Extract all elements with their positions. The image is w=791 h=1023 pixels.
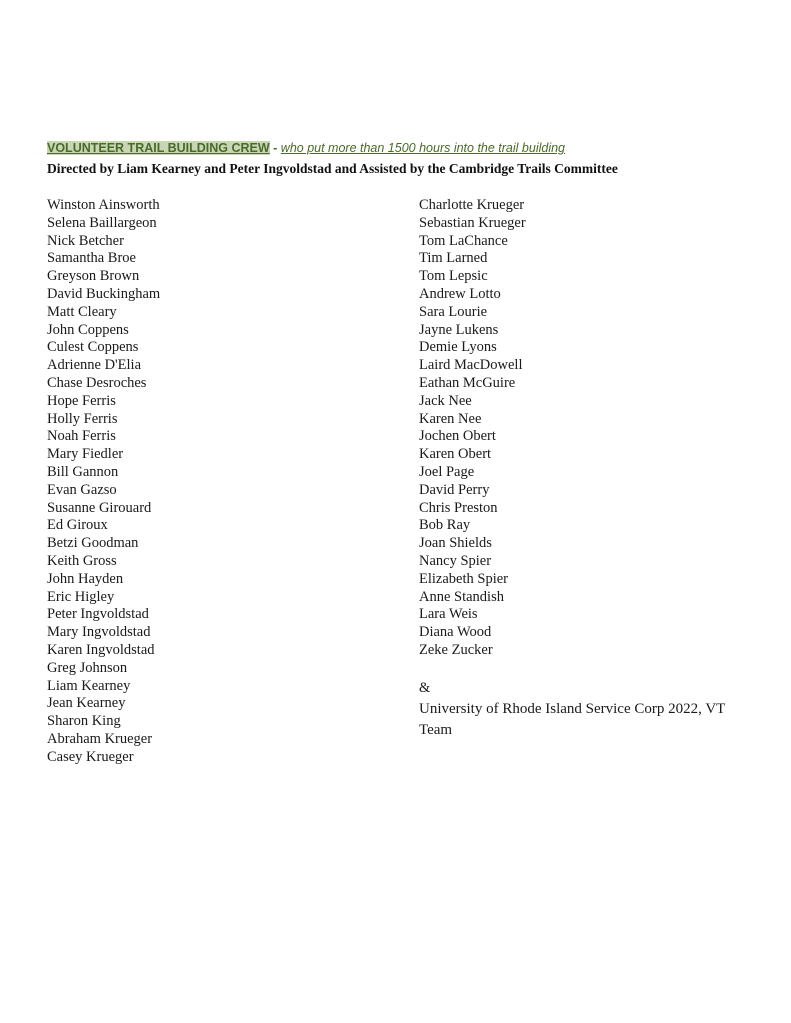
volunteer-name: David Perry [419,481,490,498]
volunteer-name: David Buckingham [47,285,161,302]
volunteer-name: Charlotte Krueger [419,197,525,213]
volunteer-name: Diana Wood [419,624,492,641]
volunteer-name: Culest Coppens [47,339,139,356]
volunteer-name: Greg Johnson [47,659,128,676]
volunteer-name: Elizabeth Spier [419,570,508,587]
volunteer-name: Lara Weis [419,606,478,623]
volunteer-name: Demie Lyons [419,339,497,356]
crew-subtitle: who put more than 1500 hours into the trail building [280,141,566,155]
volunteer-name: Sebastian Krueger [419,214,526,231]
volunteer-name: John Hayden [47,570,124,587]
volunteer-name: Susanne Girouard [47,499,152,516]
volunteer-name: Jochen Obert [419,428,496,445]
volunteer-name: Eathan McGuire [419,374,516,391]
volunteer-name: Bill Gannon [47,463,119,480]
volunteer-name: Tom Lepsic [419,268,488,285]
volunteer-name: Jayne Lukens [419,321,499,338]
volunteer-name: Sara Lourie [419,303,488,320]
volunteer-name: Eric Higley [47,588,115,605]
organization-credit: University of Rhode Island Service Corp 2022, VT Team [419,701,726,738]
volunteer-name: Chris Preston [419,499,498,516]
volunteer-name: Chase Desroches [47,374,147,391]
volunteer-name: Selena Baillargeon [47,214,157,231]
volunteer-name: Tim Larned [419,250,488,267]
volunteer-name: Holly Ferris [47,410,118,427]
directed-by-line: Directed by Liam Kearney and Peter Ingvoldstad and Assisted by the Cambridge Trails Committee [47,161,618,176]
volunteer-name: Noah Ferris [47,428,116,445]
volunteer-name: Mary Ingvoldstad [47,624,151,641]
volunteer-name: Anne Standish [419,588,504,605]
volunteer-name: Joan Shields [419,535,492,552]
volunteer-name: Keith Gross [47,552,117,569]
volunteer-name: Joel Page [419,463,475,480]
volunteer-name: Adrienne D'Elia [47,357,142,374]
volunteer-name: Jean Kearney [47,695,126,712]
volunteer-name: John Coppens [47,321,129,338]
volunteer-name: Andrew Lotto [419,285,501,302]
volunteer-name: Matt Cleary [47,303,117,320]
volunteer-name: Tom LaChance [419,232,508,249]
crew-title: VOLUNTEER TRAIL BUILDING CREW [47,141,270,155]
volunteer-name: Peter Ingvoldstad [47,606,149,623]
volunteer-list-left [47,197,160,767]
volunteer-name: Karen Obert [419,446,492,463]
volunteer-name: Evan Gazso [47,481,117,498]
volunteer-name: Winston Ainsworth [47,197,160,213]
volunteer-name: Laird MacDowell [419,357,523,374]
volunteer-name: Nancy Spier [419,552,492,569]
volunteer-name: Karen Nee [419,410,482,427]
ampersand: & [419,680,431,696]
volunteer-name: Betzi Goodman [47,535,139,552]
volunteer-name: Hope Ferris [47,392,116,409]
volunteer-name: Mary Fiedler [47,446,124,463]
volunteer-list-right [419,197,526,660]
volunteer-name: Abraham Krueger [47,730,153,747]
volunteer-name: Liam Kearney [47,677,131,694]
volunteer-name: Ed Giroux [47,517,108,534]
volunteer-name: Samantha Broe [47,250,136,267]
volunteer-name: Greyson Brown [47,268,140,285]
section-heading [47,140,565,156]
volunteer-name: Karen Ingvoldstad [47,641,155,658]
volunteer-name: Sharon King [47,713,121,730]
heading-separator: - [269,141,281,155]
volunteer-name: Bob Ray [419,517,471,534]
volunteer-name: Casey Krueger [47,748,134,765]
volunteer-name: Jack Nee [419,392,472,409]
volunteer-name: Zeke Zucker [419,641,493,658]
volunteer-name: Nick Betcher [47,232,124,249]
